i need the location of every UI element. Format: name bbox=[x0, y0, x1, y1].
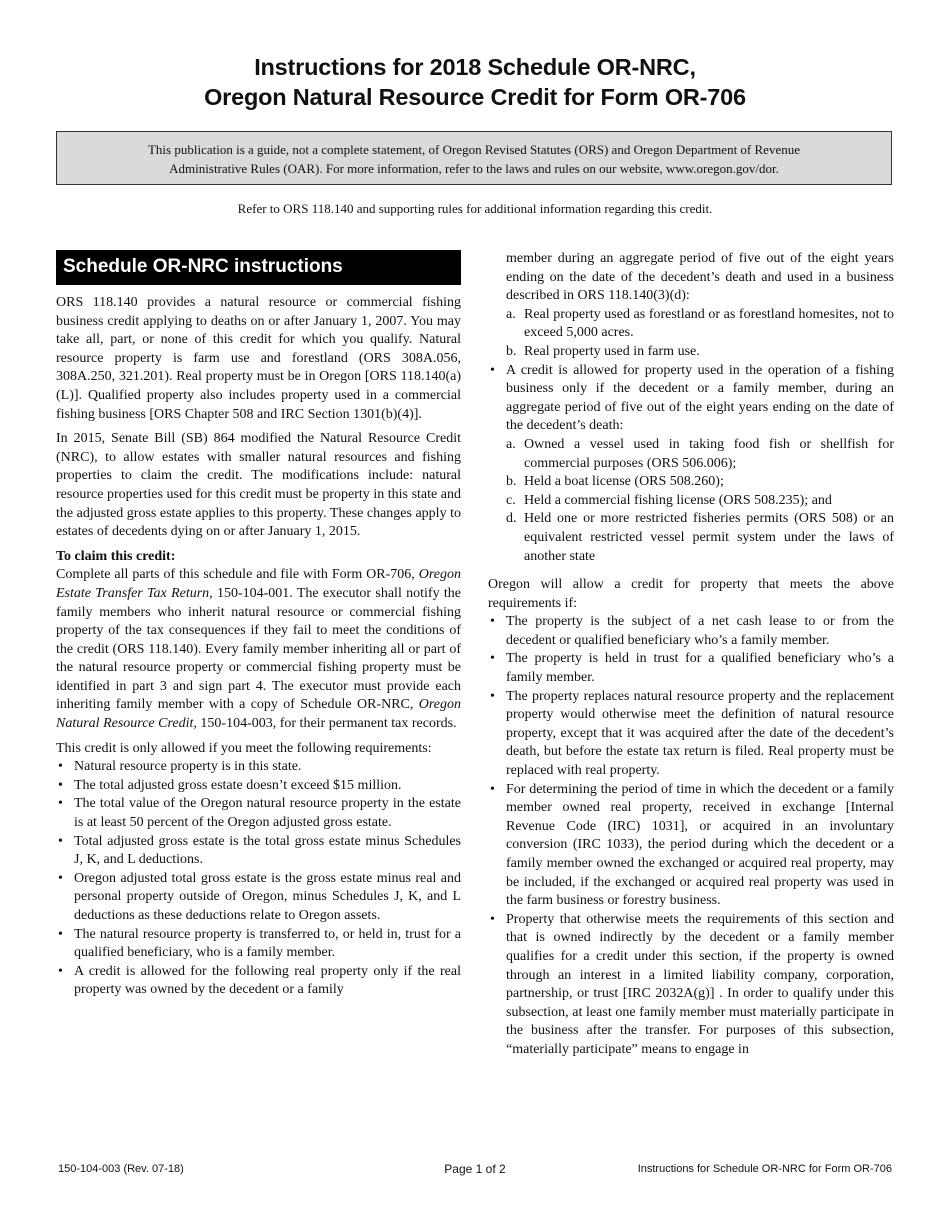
list-item: • The property replaces natural resource property and the replacement property would otherwise meet the definition of natural resource property, except that it was acquired after the date of the decedent’s death, but before the estate tax return is filed. Real property must be replaced with real property. bbox=[488, 688, 894, 781]
list-item bbox=[506, 306, 894, 343]
form-title-italic: Oregon Estate Transfer Tax Return bbox=[56, 567, 461, 601]
list-item bbox=[506, 473, 894, 492]
list-item-text: Real property used in farm use. bbox=[524, 343, 700, 359]
list-item: • The property is held in trust for a qualified beneficiary who’s a family member. bbox=[488, 650, 894, 687]
list-item-text: Real property used as forestland or as forestland homesites, not to exceed 5,000 acres. bbox=[524, 306, 894, 341]
list-item: • A credit is allowed for property used in the operation of a fishing business only if the decedent or a family member, during an aggregate period of five out of the eight years ending on the date of the decedent’s death: bbox=[488, 362, 894, 436]
claim-paragraph bbox=[56, 566, 461, 733]
list-item: • The natural resource property is transferred to, or held in, trust for a qualified beneficiary, who is a family member. bbox=[56, 926, 461, 963]
disclaimer-box bbox=[56, 131, 892, 185]
sb864-paragraph: In 2015, Senate Bill (SB) 864 modified the Natural Resource Credit (NRC), to allow estates with smaller natural resources and fishing properties to claim the credit. The modifications include: natural resource properties used for this credit must be property in this state and the adjusted gross estate applies to this property. These changes apply to estates of decedents dying on or after January 1, 2015. bbox=[56, 431, 461, 540]
list-item: • The total value of the Oregon natural resource property in the estate is at least 50 percent of the Oregon adjusted gross estate. bbox=[56, 795, 461, 832]
continuation-text: member during an aggregate period of five out of the eight years ending on the date of the decedent’s death and used in a business described in ORS 118.140(3)(d): bbox=[506, 251, 894, 304]
left-column bbox=[56, 250, 461, 1006]
real-property-list bbox=[506, 306, 894, 362]
list-item: • The total adjusted gross estate doesn’t exceed $15 million. bbox=[56, 777, 461, 796]
list-marker: a. bbox=[506, 306, 516, 322]
list-item: • For determining the period of time in which the decedent or a family member owned real property, received in exchange [Internal Revenue Code (IRC) 1031], or acquired in an involuntary conversion (IRC 1033), the period during which the decedent or a family member owned the exchanged or acquired real property, may be included, if the exchanged or acquired real property was used in the farm business or forestry business. bbox=[488, 781, 894, 911]
claim-heading: To claim this credit: bbox=[56, 548, 176, 564]
title-line-2: Oregon Natural Resource Credit for Form OR-706 bbox=[204, 84, 746, 110]
requirements-list bbox=[56, 758, 461, 1000]
disclaimer-line-1: This publication is a guide, not a complete statement, of Oregon Revised Statutes (ORS) and Oregon Department of Revenue bbox=[147, 142, 800, 157]
list-item: • Total adjusted gross estate is the total gross estate minus Schedules J, K, and L deductions. bbox=[56, 833, 461, 870]
list-item: • A credit is allowed for the following real property only if the real property was owned by the decedent or a family bbox=[56, 963, 461, 1000]
list-item bbox=[506, 492, 894, 511]
form-number: 150-104-003 (Rev. 07-18) bbox=[58, 1163, 184, 1175]
title-line-1: Instructions for 2018 Schedule OR-NRC, bbox=[254, 54, 696, 80]
claim-text-2: , 150-104-001. The executor shall notify the family members who inherit natural resource or commercial fishing property of the tax consequences if they fail to meet the conditions of the credit (ORS 118.140). Every family member inheriting all or part of the natural resource property or commercial fishing property must be identified in part 3 and sign part 4. The executor must provide each inheriting family member with a copy of Schedule OR-NRC, bbox=[56, 585, 461, 713]
list-marker: b. bbox=[506, 343, 517, 359]
list-item bbox=[506, 343, 894, 362]
list-item-text: Held a boat license (ORS 508.260); bbox=[524, 474, 724, 490]
schedule-title-italic: Oregon Natural Resource Credit bbox=[56, 697, 461, 732]
list-item-text: Held a commercial fishing license (ORS 508.235); and bbox=[524, 492, 832, 508]
list-item-text: Owned a vessel used in taking food fish or shellfish for commercial purposes (ORS 506.006); bbox=[524, 436, 894, 471]
list-marker: c. bbox=[506, 492, 516, 508]
list-item: • The property is the subject of a net cash lease to or from the decedent or qualified beneficiary who’s a family member. bbox=[488, 613, 894, 650]
claim-text-3: , 150-104-003, for their permanent tax records. bbox=[193, 716, 457, 732]
requirements-intro: This credit is only allowed if you meet the following requirements: bbox=[56, 740, 432, 756]
intro-paragraph: ORS 118.140 provides a natural resource or commercial fishing business credit applying to deaths on or after January 1, 2007. You may take all, part, or none of this credit for which you qualify. Natural resource property is farm use and forestland (ORS 308A.056, 308A.250, 321.201). Real property must be in Oregon [ORS 118.140(a)(L)]. Qualified property also includes property used in a commercial fishing business [ORS Chapter 508 and IRC Section 1301(b)(4)]. bbox=[56, 295, 461, 422]
list-item: • Natural resource property is in this state. bbox=[56, 758, 461, 777]
list-marker: d. bbox=[506, 511, 517, 527]
fishing-list bbox=[488, 362, 894, 436]
refer-note: Refer to ORS 118.140 and supporting rules for additional information regarding this credit. bbox=[237, 201, 713, 216]
list-item-text: Held one or more restricted fisheries permits (ORS 508) or an equivalent restricted vessel permit system under the laws of another state bbox=[524, 511, 894, 564]
page-title bbox=[0, 52, 950, 112]
list-item: • Property that otherwise meets the requirements of this section and that is owned indirectly by the decedent or a family member qualifies for a credit under this section, if the property is owned through an interest in a limited liability company, corporation, partnership, or trust [IRC 2032A(g)] . In order to qualify under this subsection, at least one family member must materially participate in the business after the transfer. For purposes of this subsection, “materially participate” means to engage in bbox=[488, 911, 894, 1060]
section-heading: Schedule OR-NRC instructions bbox=[56, 250, 461, 285]
right-column bbox=[488, 250, 894, 1066]
footer-doc-title: Instructions for Schedule OR-NRC for Form OR-706 bbox=[637, 1163, 892, 1175]
page-number: Page 1 of 2 bbox=[444, 1162, 506, 1176]
claim-text-1: Complete all parts of this schedule and file with Form OR-706, bbox=[56, 567, 419, 583]
disclaimer-line-2: Administrative Rules (OAR). For more information, refer to the laws and rules on our website, www.oregon.gov/dor. bbox=[169, 160, 779, 176]
list-item bbox=[506, 510, 894, 566]
fishing-items-list bbox=[506, 436, 894, 566]
list-item: • Oregon adjusted total gross estate is the gross estate minus real and personal property outside of Oregon, minus Schedules J, K, and L deductions as these deductions relate to Oregon assets. bbox=[56, 870, 461, 926]
allow-intro: Oregon will allow a credit for property that meets the above requirements if: bbox=[488, 577, 894, 611]
allow-list bbox=[488, 613, 894, 1059]
list-marker: b. bbox=[506, 474, 517, 490]
list-marker: a. bbox=[506, 436, 516, 452]
list-item bbox=[506, 436, 894, 473]
